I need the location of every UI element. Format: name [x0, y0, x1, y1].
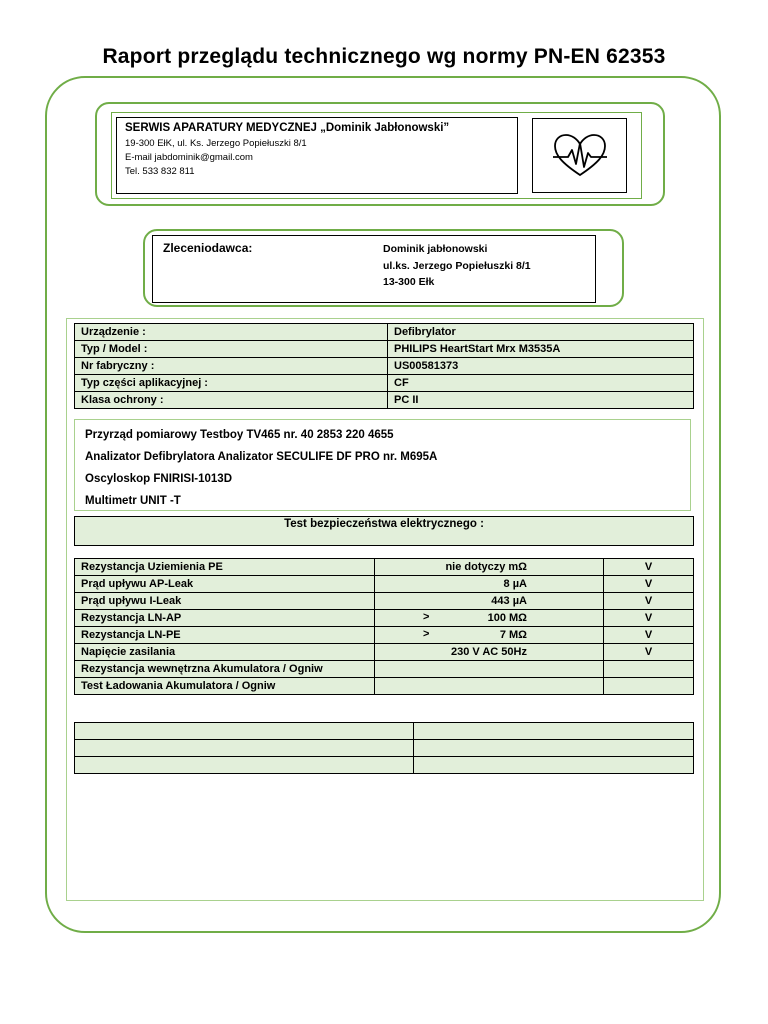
table-row: [75, 375, 694, 392]
device-value: PC II: [388, 392, 694, 409]
client-info: [152, 235, 596, 303]
measurement-prefix: >: [423, 628, 430, 640]
measurement-value: [375, 644, 604, 661]
table-row: [75, 559, 694, 576]
blank-cell: [414, 723, 694, 740]
measurement-name: Rezystancja wewnętrzna Akumulatora / Ogniw: [75, 661, 375, 678]
client-details: [383, 241, 531, 291]
instrument-item: Multimetr UNIT -T: [85, 495, 181, 507]
measurement-value-text: 443 µA: [491, 594, 527, 607]
table-row: [75, 324, 694, 341]
table-row: [75, 576, 694, 593]
table-row: [75, 627, 694, 644]
company-info: [116, 117, 518, 194]
table-row: [75, 392, 694, 409]
client-name: Dominik jabłonowski: [383, 243, 488, 255]
blank-cell: [75, 740, 414, 757]
blank-cell: [75, 757, 414, 774]
measurement-value-text: nie dotyczy mΩ: [445, 560, 527, 573]
measurement-value: [375, 661, 604, 678]
device-value: US00581373: [388, 358, 694, 375]
instrument-item: Oscyloskop FNIRISI-1013D: [85, 473, 232, 485]
heart-ecg-icon: [552, 133, 608, 179]
measurement-name: Napięcie zasilania: [75, 644, 375, 661]
company-name: SERWIS APARATURY MEDYCZNEJ „Dominik Jabłonowski”: [125, 122, 450, 134]
company-phone: Tel. 533 832 811: [125, 166, 195, 177]
device-value: PHILIPS HeartStart Mrx M3535A: [388, 341, 694, 358]
measurement-name: Rezystancja LN-AP: [75, 610, 375, 627]
test-section-header: Test bezpieczeństwa elektrycznego :: [74, 516, 694, 546]
measurement-result: V: [604, 593, 694, 610]
blank-cell: [75, 723, 414, 740]
client-label: Zleceniodawca:: [163, 241, 253, 255]
client-street: ul.ks. Jerzego Popiełuszki 8/1: [383, 259, 531, 272]
measurements-table: [74, 558, 694, 695]
instrument-item: Przyrząd pomiarowy Testboy TV465 nr. 40 2853 220 4655: [85, 429, 394, 441]
client-city: 13-300 Ełk: [383, 276, 435, 288]
measurement-result: [604, 678, 694, 695]
device-label: Nr fabryczny :: [75, 358, 388, 375]
table-row: [75, 610, 694, 627]
blank-cell: [414, 757, 694, 774]
measurement-value: [375, 593, 604, 610]
table-row: [75, 757, 694, 774]
device-label: Typ / Model :: [75, 341, 388, 358]
measurement-result: [604, 661, 694, 678]
table-row: [75, 723, 694, 740]
page-title: Raport przeglądu technicznego wg normy PN-EN 62353: [102, 45, 666, 68]
device-label: Urządzenie :: [75, 324, 388, 341]
table-row: [75, 593, 694, 610]
measurement-name: Rezystancja LN-PE: [75, 627, 375, 644]
instruments-list: [74, 419, 691, 511]
blank-cell: [414, 740, 694, 757]
table-row: [75, 644, 694, 661]
company-address: 19-300 EłK, ul. Ks. Jerzego Popiełuszki 8/1: [125, 138, 307, 149]
measurement-value: [375, 576, 604, 593]
measurement-result: V: [604, 610, 694, 627]
measurement-result: V: [604, 559, 694, 576]
measurement-value: [375, 627, 604, 644]
table-row: [75, 341, 694, 358]
measurement-value: [375, 610, 604, 627]
device-table: [74, 323, 694, 409]
table-row: [75, 678, 694, 695]
table-row: [75, 740, 694, 757]
device-label: Typ części aplikacyjnej :: [75, 375, 388, 392]
table-row: [75, 661, 694, 678]
company-email: E-mail jabdominik@gmail.com: [125, 152, 253, 163]
measurement-prefix: >: [423, 611, 430, 623]
measurement-value: [375, 678, 604, 695]
company-logo: [532, 118, 627, 193]
blank-table: [74, 722, 694, 774]
measurement-result: V: [604, 576, 694, 593]
measurement-name: Test Ładowania Akumulatora / Ogniw: [75, 678, 375, 695]
device-value: CF: [388, 375, 694, 392]
device-label: Klasa ochrony :: [75, 392, 388, 409]
measurement-name: Rezystancja Uziemienia PE: [75, 559, 375, 576]
measurement-value-text: 100 MΩ: [487, 611, 527, 624]
measurement-value-text: 7 MΩ: [499, 628, 527, 641]
measurement-result: V: [604, 627, 694, 644]
measurement-name: Prąd upływu AP-Leak: [75, 576, 375, 593]
measurement-result: V: [604, 644, 694, 661]
measurement-value: [375, 559, 604, 576]
measurement-value-text: 230 V AC 50Hz: [450, 645, 527, 658]
instrument-item: Analizator Defibrylatora Analizator SECULIFE DF PRO nr. M695A: [85, 451, 438, 463]
table-row: [75, 358, 694, 375]
measurement-name: Prąd upływu I-Leak: [75, 593, 375, 610]
device-value: Defibrylator: [388, 324, 694, 341]
measurement-value-text: 8 µA: [503, 577, 527, 590]
